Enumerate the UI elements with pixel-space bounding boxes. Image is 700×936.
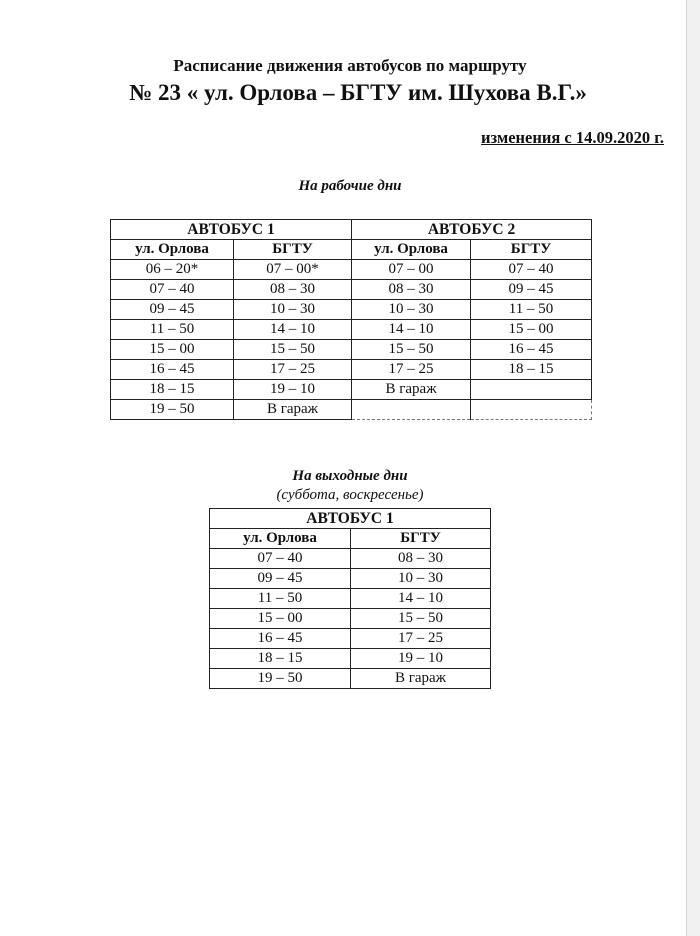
time-cell: 15 – 50 (351, 609, 491, 629)
time-cell: 06 – 20* (111, 260, 234, 280)
table-row (111, 360, 592, 380)
time-cell: 09 – 45 (210, 569, 351, 589)
time-cell: 17 – 25 (234, 360, 352, 380)
bus-1-header: АВТОБУС 1 (210, 509, 491, 529)
time-cell: 14 – 10 (234, 320, 352, 340)
weekend-subtitle: (суббота, воскресенье) (276, 487, 424, 503)
weekend-table (209, 508, 491, 689)
table-row (210, 549, 491, 569)
table-row (111, 320, 592, 340)
time-cell: 07 – 40 (111, 280, 234, 300)
document-title: Расписание движения автобусов по маршруту (173, 56, 527, 75)
time-cell: 17 – 25 (351, 629, 491, 649)
table-row (111, 400, 592, 420)
time-cell: 15 – 50 (352, 340, 471, 360)
time-cell: 10 – 30 (234, 300, 352, 320)
stop-orlova-header: ул. Орлова (210, 529, 351, 549)
time-cell: 11 – 50 (471, 300, 592, 320)
time-cell: 15 – 00 (471, 320, 592, 340)
time-cell: В гараж (234, 400, 352, 420)
weekend-title: На выходные дни (292, 468, 408, 484)
bus-2-header: АВТОБУС 2 (352, 220, 592, 240)
time-cell: 08 – 30 (352, 280, 471, 300)
empty-cell (471, 400, 592, 420)
time-cell: 16 – 45 (111, 360, 234, 380)
time-cell: 19 – 50 (111, 400, 234, 420)
time-cell: 11 – 50 (111, 320, 234, 340)
time-cell: 10 – 30 (351, 569, 491, 589)
weekdays-table (110, 219, 592, 420)
time-cell: 18 – 15 (471, 360, 592, 380)
empty-cell (352, 400, 471, 420)
time-cell: 08 – 30 (351, 549, 491, 569)
bus-1-header: АВТОБУС 1 (111, 220, 352, 240)
time-cell: 19 – 10 (351, 649, 491, 669)
changes-date: изменения с 14.09.2020 г. (481, 128, 664, 147)
table-row (111, 340, 592, 360)
time-cell: 07 – 00* (234, 260, 352, 280)
time-cell: 15 – 00 (111, 340, 234, 360)
time-cell: 11 – 50 (210, 589, 351, 609)
table-row (210, 629, 491, 649)
stop-orlova-header: ул. Орлова (352, 240, 471, 260)
table-row (111, 380, 592, 400)
route-title: № 23 « ул. Орлова – БГТУ им. Шухова В.Г.» (129, 80, 587, 105)
table-row (210, 569, 491, 589)
time-cell: 07 – 40 (471, 260, 592, 280)
time-cell: 10 – 30 (352, 300, 471, 320)
empty-cell (471, 380, 592, 400)
stop-orlova-header: ул. Орлова (111, 240, 234, 260)
stop-bgtu-header: БГТУ (234, 240, 352, 260)
table-row (210, 649, 491, 669)
time-cell: 08 – 30 (234, 280, 352, 300)
time-cell: 18 – 15 (111, 380, 234, 400)
weekdays-title: На рабочие дни (298, 178, 402, 194)
time-cell: 15 – 50 (234, 340, 352, 360)
time-cell: 15 – 00 (210, 609, 351, 629)
stop-bgtu-header: БГТУ (471, 240, 592, 260)
time-cell: 09 – 45 (471, 280, 592, 300)
time-cell: 17 – 25 (352, 360, 471, 380)
time-cell: В гараж (351, 669, 491, 689)
table-row (210, 609, 491, 629)
table-row (111, 260, 592, 280)
time-cell: В гараж (352, 380, 471, 400)
time-cell: 07 – 00 (352, 260, 471, 280)
time-cell: 14 – 10 (352, 320, 471, 340)
stop-bgtu-header: БГТУ (351, 529, 491, 549)
time-cell: 18 – 15 (210, 649, 351, 669)
time-cell: 19 – 10 (234, 380, 352, 400)
time-cell: 07 – 40 (210, 549, 351, 569)
time-cell: 19 – 50 (210, 669, 351, 689)
table-row (210, 669, 491, 689)
time-cell: 16 – 45 (471, 340, 592, 360)
table-row (210, 589, 491, 609)
time-cell: 09 – 45 (111, 300, 234, 320)
time-cell: 14 – 10 (351, 589, 491, 609)
table-row (111, 280, 592, 300)
time-cell: 16 – 45 (210, 629, 351, 649)
table-row (111, 300, 592, 320)
